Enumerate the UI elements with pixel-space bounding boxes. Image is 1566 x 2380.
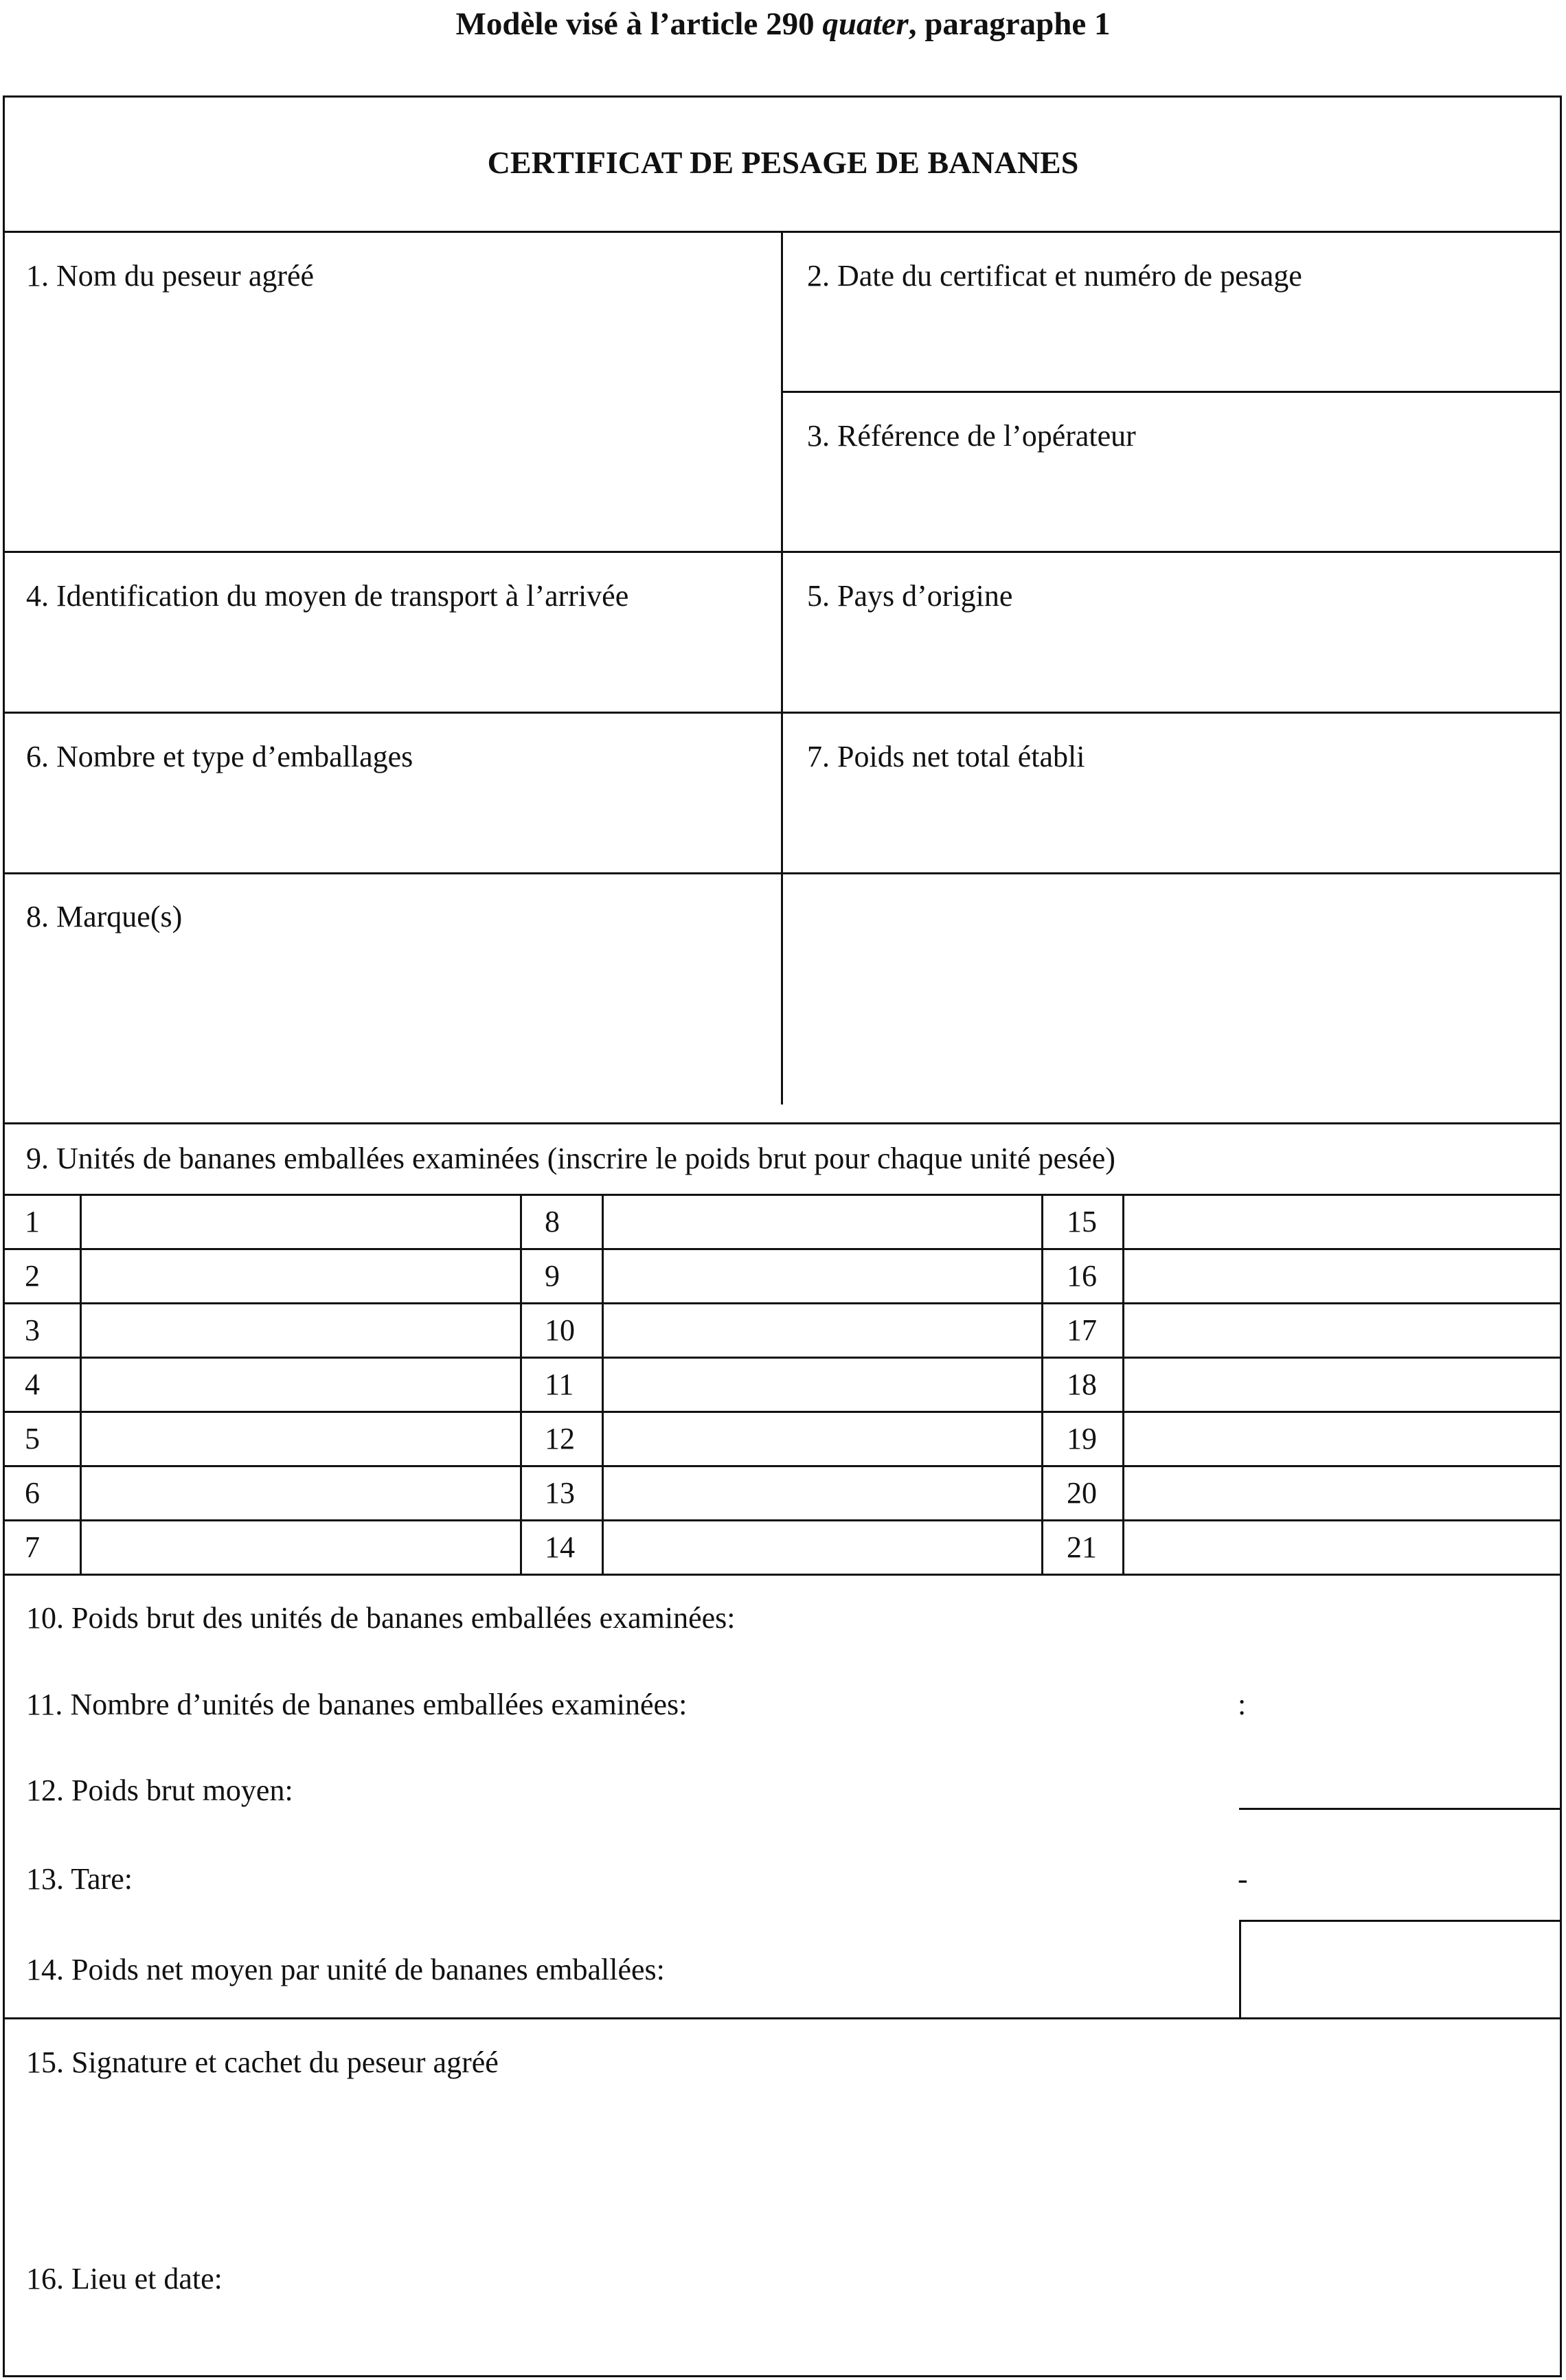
heading-text-end: , paragraphe 1 bbox=[908, 6, 1111, 42]
unit-number: 4 bbox=[25, 1368, 40, 1401]
field-2-label: 2. Date du certificat et numéro de pesage bbox=[807, 259, 1302, 293]
unit-number: 18 bbox=[1067, 1368, 1097, 1401]
field-11-label: 11. Nombre d’unités de bananes emballées examinées: bbox=[26, 1688, 688, 1721]
field-7-label: 7. Poids net total établi bbox=[807, 740, 1085, 773]
divider bbox=[3, 1248, 1562, 1250]
grid-divider bbox=[602, 1194, 604, 1576]
heading-text: Modèle visé à l’article 290 bbox=[455, 6, 823, 42]
divider bbox=[3, 1357, 1562, 1359]
field-16-label: 16. Lieu et date: bbox=[26, 2262, 223, 2296]
minus-operator: - bbox=[1238, 1862, 1248, 1896]
divider bbox=[3, 1519, 1562, 1521]
unit-number: 13 bbox=[545, 1476, 575, 1510]
grid-divider bbox=[1041, 1194, 1043, 1576]
grid-divider bbox=[1122, 1194, 1124, 1576]
divide-operator: : bbox=[1238, 1688, 1247, 1721]
unit-number: 17 bbox=[1067, 1313, 1097, 1347]
field-13-label: 13. Tare: bbox=[26, 1862, 133, 1896]
field-3-label: 3. Référence de l’opérateur bbox=[807, 419, 1136, 453]
divider bbox=[3, 1122, 1562, 1124]
field-5-label: 5. Pays d’origine bbox=[807, 579, 1013, 613]
field-8-label: 8. Marque(s) bbox=[26, 900, 183, 933]
divider bbox=[3, 1302, 1562, 1304]
unit-number: 2 bbox=[25, 1259, 40, 1293]
field-6-label: 6. Nombre et type d’emballages bbox=[26, 740, 413, 773]
unit-number: 19 bbox=[1067, 1422, 1097, 1455]
unit-number: 8 bbox=[545, 1205, 560, 1238]
divider bbox=[781, 391, 1562, 393]
unit-number: 20 bbox=[1067, 1476, 1097, 1510]
grid-divider bbox=[80, 1194, 82, 1576]
divider bbox=[3, 1465, 1562, 1467]
unit-number: 12 bbox=[545, 1422, 575, 1455]
field-10-label: 10. Poids brut des unités de bananes emballées examinées: bbox=[26, 1601, 736, 1635]
unit-number: 7 bbox=[25, 1530, 40, 1564]
divider bbox=[3, 1194, 1562, 1196]
field-4-label: 4. Identification du moyen de transport à l’arrivée bbox=[26, 579, 629, 613]
field-1-label: 1. Nom du peseur agréé bbox=[26, 259, 315, 293]
field-15-label: 15. Signature et cachet du peseur agréé bbox=[26, 2045, 499, 2079]
field-9-label: 9. Unités de bananes emballées examinées (inscrire le poids brut pour chaque unité pesée) bbox=[26, 1142, 1115, 1175]
heading-italic: quater bbox=[822, 6, 909, 42]
column-divider bbox=[781, 231, 783, 1104]
unit-number: 16 bbox=[1067, 1259, 1097, 1293]
grid-divider bbox=[520, 1194, 522, 1576]
unit-number: 14 bbox=[545, 1530, 575, 1564]
sum-underline bbox=[1239, 1808, 1562, 1810]
divider bbox=[3, 1574, 1562, 1576]
divider bbox=[3, 1411, 1562, 1413]
field-14-label: 14. Poids net moyen par unité de bananes emballées: bbox=[26, 1953, 665, 1986]
unit-number: 15 bbox=[1067, 1205, 1097, 1238]
document-heading bbox=[0, 5, 1566, 43]
unit-number: 21 bbox=[1067, 1530, 1097, 1564]
unit-number: 6 bbox=[25, 1476, 40, 1510]
divider bbox=[3, 2017, 1562, 2019]
unit-number: 9 bbox=[545, 1259, 560, 1293]
result-box-left bbox=[1239, 1920, 1241, 2019]
field-12-label: 12. Poids brut moyen: bbox=[26, 1773, 293, 1807]
unit-number: 10 bbox=[545, 1313, 575, 1347]
unit-number: 5 bbox=[25, 1422, 40, 1455]
unit-number: 1 bbox=[25, 1205, 40, 1238]
unit-number: 3 bbox=[25, 1313, 40, 1347]
unit-number: 11 bbox=[545, 1368, 574, 1401]
result-box-top bbox=[1239, 1920, 1562, 1922]
form-title: CERTIFICAT DE PESAGE DE BANANES bbox=[487, 145, 1079, 180]
